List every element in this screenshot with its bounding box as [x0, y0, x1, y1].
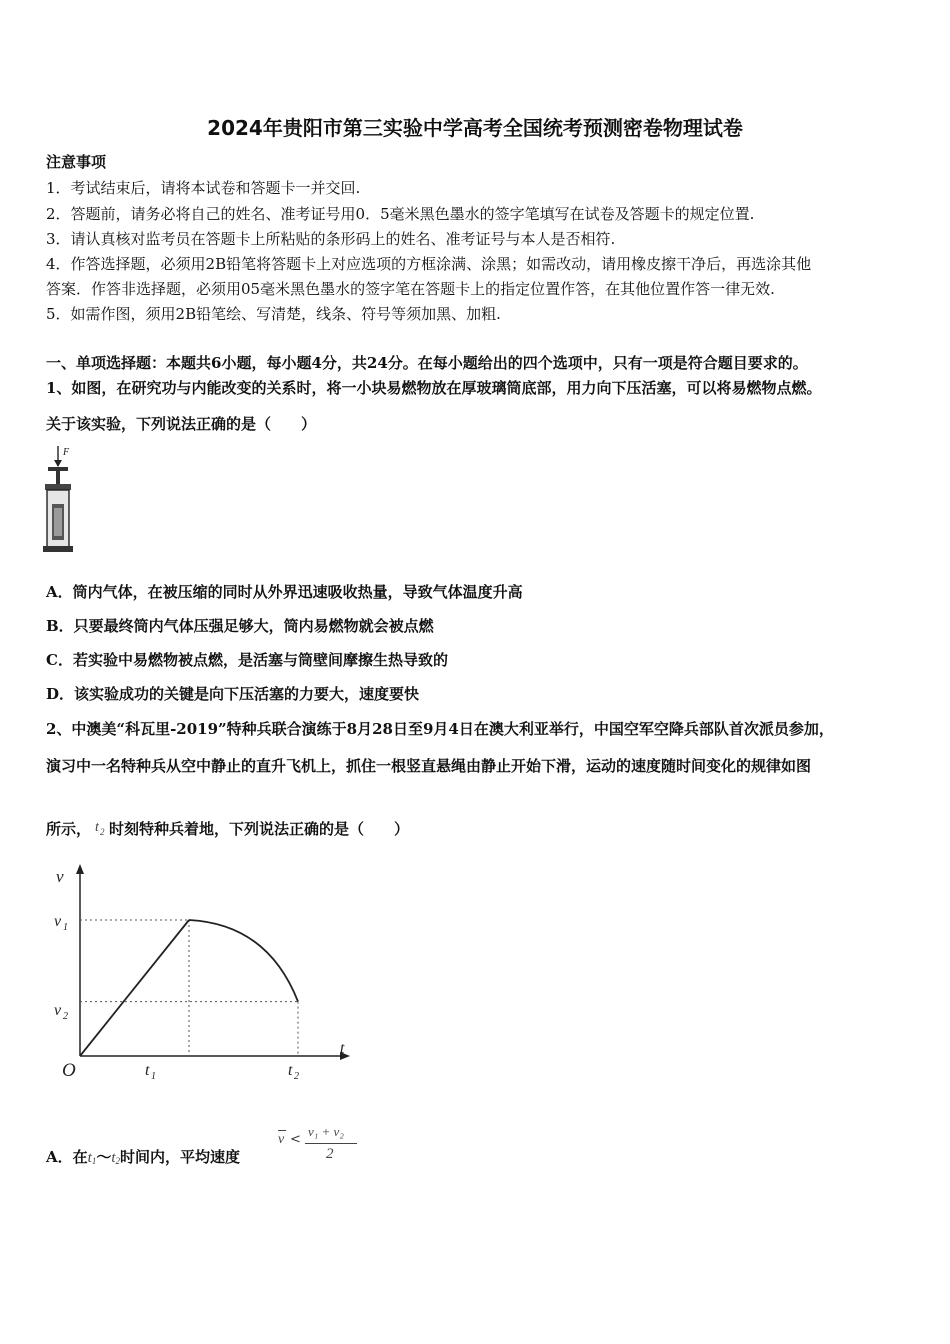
q1-option-a: A．筒内气体，在被压缩的同时从外界迅速吸收热量，导致气体温度升高 [46, 583, 523, 601]
q2-option-a-sep: ～ [96, 1148, 112, 1166]
q1-option-d: D．该实验成功的关键是向下压活塞的力要大，速度要快 [46, 685, 420, 703]
fraction-denominator: 2 [326, 1146, 334, 1162]
q1-stem: 1、如图，在研究功与内能改变的关系时，将一小块易燃物放在厚玻璃筒底部，用力向下压活塞，可以将易燃物点燃。 [46, 379, 822, 397]
q2-stem-3-suffix: 时刻特种兵着地，下列说法正确的是（ ） [109, 820, 410, 838]
y-axis-label: v [56, 867, 64, 886]
v2-tick-sub: 2 [63, 1011, 68, 1022]
q1-cylinder-figure [40, 444, 80, 558]
note-item: 4．作答选择题，必须用2B铅笔将答题卡上对应选项的方框涂满、涂黑；如需改动，请用橡皮擦干净后，再选涂其他 [46, 255, 812, 273]
less-than: < [290, 1132, 301, 1147]
q1-option-b: B．只要最终筒内气体压强足够大，筒内易燃物就会被点燃 [46, 617, 434, 635]
q2-t2-sub: 2 [100, 827, 105, 837]
q2-stem-2: 演习中一名特种兵从空中静止的直升飞机上，抓住一根竖直悬绳由静止开始下滑，运动的速度随时间变化的规律如图 [46, 757, 812, 775]
t1-tick-sub: 1 [151, 1071, 156, 1082]
q1-stem-2: 关于该实验，下列说法正确的是（ ） [46, 415, 317, 433]
q2-option-a-t1-sub: 1 [91, 1156, 97, 1166]
q2-t2-var: t [95, 820, 99, 835]
q2-vt-chart [48, 860, 368, 1085]
q2-option-a [46, 1146, 240, 1167]
vt-decline-curve [189, 920, 298, 1002]
y-axis-arrow [76, 864, 84, 874]
note-item: 1．考试结束后，请将本试卷和答题卡一并交回. [46, 179, 361, 197]
q1-force-label: F [63, 447, 70, 458]
t2-tick-sub: 2 [294, 1071, 299, 1082]
vbar-overline [278, 1130, 286, 1131]
q2-option-a-mid: 时间内，平均速度 [120, 1148, 241, 1166]
v2-tick-label: v [54, 1002, 62, 1019]
note-item: 3．请认真核对监考员在答题卡上所粘贴的条形码上的姓名、准考证号与本人是否相符. [46, 230, 616, 248]
q2-option-a-t2-sub: 2 [115, 1156, 120, 1166]
page-title: 2024年贵阳市第三实验中学高考全国统考预测密卷物理试卷 [207, 116, 743, 140]
q2-stem-3-prefix: 所示， [46, 820, 92, 838]
fraction-bar [305, 1143, 357, 1144]
q2-option-a-t2: t [111, 1150, 116, 1166]
vt-rise-segment [80, 920, 189, 1056]
v1-tick-sub: 1 [63, 922, 68, 933]
note-item: 答案．作答非选择题，必须用05毫米黑色墨水的签字笔在答题卡上的指定位置作答，在其他位置作答一律无效. [46, 280, 775, 298]
q2-option-a-t1: t [87, 1150, 92, 1166]
note-item: 2．答题前，请务必将自己的姓名、准考证号用0．5毫米黑色墨水的签字笔填写在试卷及答题卡的规定位置. [46, 205, 755, 223]
q1-option-c: C．若实验中易燃物被点燃，是活塞与筒壁间摩擦生热导致的 [46, 651, 448, 669]
v1-tick-label: v [54, 913, 62, 930]
section-heading: 一、单项选择题：本题共6小题，每小题4分，共24分。在每小题给出的四个选项中，只有一项是符合题目要求的。 [46, 354, 808, 372]
notes-heading: 注意事项 [46, 153, 107, 171]
q2-stem-3 [46, 818, 409, 839]
x-axis-label: t [340, 1040, 345, 1057]
fraction-numerator: v₁ + v₂ [308, 1124, 344, 1139]
q2-option-a-prefix: A．在 [46, 1148, 88, 1166]
t2-tick-label: t [288, 1062, 293, 1079]
t1-tick-label: t [145, 1062, 150, 1079]
origin-label: O [62, 1060, 76, 1081]
q2-stem: 2、中澳美“科瓦里-2019”特种兵联合演练于8月28日至9月4日在澳大利亚举行，中国空军空降兵部队首次派员参加， [46, 720, 834, 738]
note-item: 5．如需作图，须用2B铅笔绘、写清楚，线条、符号等须加黑、加粗. [46, 305, 501, 323]
vbar-symbol: v [278, 1132, 285, 1147]
